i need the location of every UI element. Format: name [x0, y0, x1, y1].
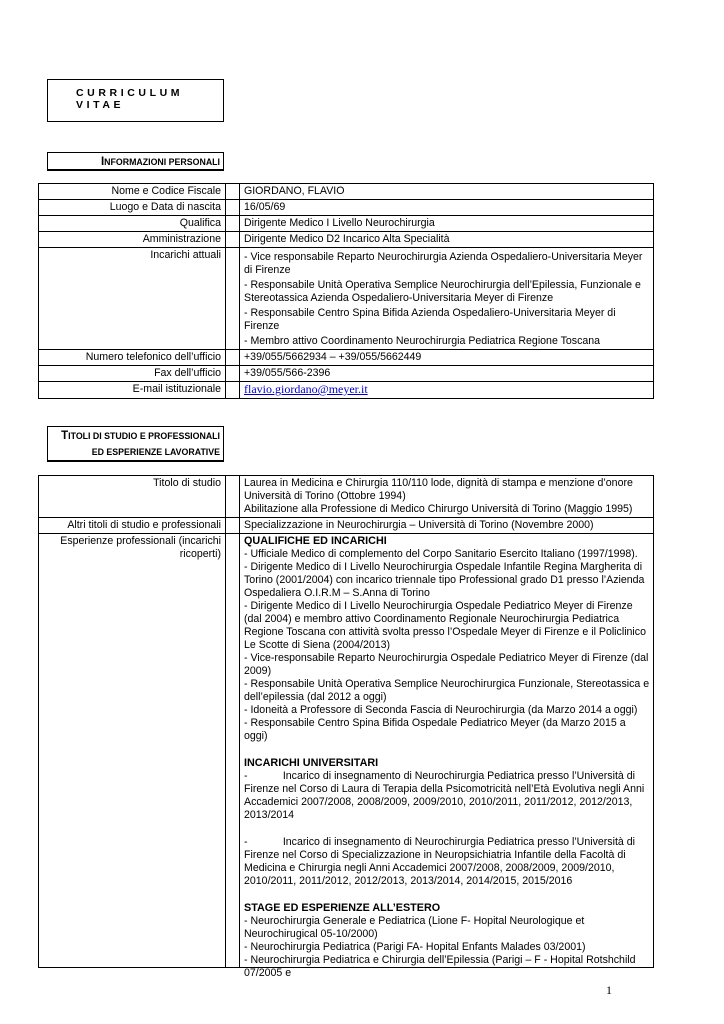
- field-value: [240, 476, 654, 518]
- spacer-cell: [226, 184, 240, 200]
- roles-list: [244, 251, 650, 348]
- table-row: [39, 232, 654, 248]
- table-row: [39, 350, 654, 366]
- page-number: 1: [606, 983, 612, 997]
- field-label: Incarichi attuali: [39, 248, 226, 350]
- field-label: Nome e Codice Fiscale: [39, 184, 226, 200]
- spacer-cell: [226, 350, 240, 366]
- section-header-initial: I: [100, 156, 105, 168]
- list-item: - Responsabile Unità Operativa Semplice Neurochirurgia dell’Epilessia, Funzionale e Stereotassica Azienda Ospedaliero-Universitaria Meyer di Firenze: [244, 279, 641, 304]
- table-row: [39, 366, 654, 382]
- spacer-cell: [226, 200, 240, 216]
- field-label: Titolo di studio: [39, 476, 226, 518]
- table-row: [39, 382, 654, 399]
- cv-title: CURRICULUM VITAE: [76, 87, 184, 111]
- study-line: Abilitazione alla Professione di Medico Chirurgo Università di Torino (Maggio 1995): [244, 503, 633, 515]
- list-item: - Membro attivo Coordinamento Neurochirurgia Pediatrica Regione Toscana: [244, 335, 601, 347]
- spacer: [244, 888, 650, 902]
- field-label: Amministrazione: [39, 232, 226, 248]
- qualifications-heading: QUALIFICHE ED INCARICHI: [244, 535, 387, 547]
- list-item: - Neurochirurgia Generale e Pediatrica (Lione F- Hopital Neurologique et Neurochirugical 05-10/2000): [244, 915, 585, 940]
- field-value: [240, 248, 654, 350]
- table-row: [39, 534, 654, 968]
- field-value: Specializzazione in Neurochirurgia – Università di Torino (Novembre 2000): [240, 518, 654, 534]
- table-row: [39, 518, 654, 534]
- spacer-cell: [226, 366, 240, 382]
- cv-title-box: [47, 79, 224, 122]
- spacer: [244, 743, 650, 757]
- field-value: +39/055/566-2396: [240, 366, 654, 382]
- list-item: - Vice-responsabile Reparto Neurochirurgia Ospedale Pediatrico Meyer di Firenze (dal 2009): [244, 652, 649, 677]
- field-value: [240, 534, 654, 979]
- field-value: Dirigente Medico I Livello Neurochirurgia: [240, 216, 654, 232]
- spacer-cell: [226, 232, 240, 248]
- spacer-cell: [226, 534, 240, 968]
- list-item: - Neurochirurgia Pediatrica (Parigi FA- Hopital Enfants Malades 03/2001): [244, 941, 586, 953]
- field-value: Dirigente Medico D2 Incarico Alta Specialità: [240, 232, 654, 248]
- spacer-cell: [226, 382, 240, 399]
- section-header-text: ITOLI DI STUDIO E PROFESSIONALI: [68, 431, 220, 441]
- spacer-cell: [226, 216, 240, 232]
- section-header-personal: [47, 152, 224, 171]
- spacer-cell: [226, 518, 240, 534]
- personal-info-table: [38, 183, 654, 399]
- stage-heading: STAGE ED ESPERIENZE ALL’ESTERO: [244, 902, 441, 914]
- field-value: [240, 382, 654, 399]
- section-header-text-line2: ED ESPERIENZE LAVORATIVE: [91, 447, 220, 457]
- table-row: [39, 216, 654, 232]
- field-label: Luogo e Data di nascita: [39, 200, 226, 216]
- list-item: - Vice responsabile Reparto Neurochirurgia Azienda Ospedaliero-Universitaria Meyer di Firenze: [244, 251, 643, 276]
- study-line: Università di Torino (Ottobre 1994): [244, 490, 406, 502]
- list-item: - Idoneità a Professore di Seconda Fascia di Neurochirurgia (da Marzo 2014 a oggi): [244, 704, 638, 716]
- table-row: [39, 248, 654, 350]
- field-value: 16/05/69: [240, 200, 654, 216]
- list-item: - Neurochirurgia Pediatrica e Chirurgia dell’Epilessia (Parigi – F - Hopital Rotshchild 07/2005 e: [244, 954, 636, 979]
- email-link[interactable]: flavio.giordano@meyer.it: [244, 382, 368, 396]
- list-item: - Incarico di insegnamento di Neurochirurgia Pediatrica presso l’Università di Firenze nel Corso di Specializzazione in Neuropsichiatria Infantile della Facoltà di Medicina e Chirurgia negli Anni Accademici 2007/2008, 2008/2009, 2009/2010, 2010/2011, 2011/2012, 2012/2013, 2013/2014, 2014/2015, 2015/2016: [244, 836, 638, 887]
- table-row: [39, 200, 654, 216]
- spacer: [244, 822, 650, 836]
- section-header-text: NFORMAZIONI PERSONALI: [104, 157, 220, 167]
- table-row: [39, 184, 654, 200]
- section-header-education: [47, 426, 224, 462]
- list-item: - Dirigente Medico di I Livello Neurochirurgia Ospedale Infantile Regina Margherita di Torino (2001/2004) con incarico triennale tipo Professional grado D1 presso l’Azienda Ospedaliera O.I.R.M – S.Anna di Torino: [244, 561, 645, 599]
- field-value: GIORDANO, FLAVIO: [240, 184, 654, 200]
- spacer-cell: [226, 476, 240, 518]
- section-header-initial: T: [61, 430, 69, 442]
- field-value: +39/055/5662934 – +39/055/5662449: [240, 350, 654, 366]
- field-label: Altri titoli di studio e professionali: [39, 518, 226, 534]
- study-line: Laurea in Medicina e Chirurgia 110/110 lode, dignità di stampa e menzione d’onore: [244, 477, 633, 489]
- spacer-cell: [226, 248, 240, 350]
- university-heading: INCARICHI UNIVERSITARI: [244, 757, 379, 769]
- list-item: - Responsabile Centro Spina Bifida Ospedale Pediatrico Meyer (da Marzo 2015 a oggi): [244, 717, 626, 742]
- table-row: [39, 476, 654, 518]
- list-item: - Incarico di insegnamento di Neurochirurgia Pediatrica presso l’Università di Firenze nel Corso di Laura di Terapia della Psicomotricità nell’Età Evolutiva negli Anni Accademici 2007/2008, 2008/2009, 2009/2010, 2010/2011, 2011/2012, 2012/2013, 2013/2014: [244, 770, 647, 821]
- field-label: E-mail istituzionale: [39, 382, 226, 399]
- list-item: - Dirigente Medico di I Livello Neurochirurgia Ospedale Pediatrico Meyer di Firenze (dal 2004) e membro attivo Coordinamento Regionale Neurochirurgia Pediatrica Regione Toscana con attività svolta presso l’Ospedale Meyer di Firenze e il Policlinico Le Scotte di Siena (2004/2013): [244, 600, 646, 651]
- list-item: - Responsabile Unità Operativa Semplice Neurochirurgica Funzionale, Stereotassica e dell’epilessia (dal 2012 a oggi): [244, 678, 650, 703]
- field-label: Numero telefonico dell’ufficio: [39, 350, 226, 366]
- field-label: Esperienze professionali (incarichi ricoperti): [39, 534, 226, 968]
- field-label: Fax dell’ufficio: [39, 366, 226, 382]
- list-item: - Ufficiale Medico di complemento del Corpo Sanitario Esercito Italiano (1997/1998).: [244, 548, 638, 560]
- field-label: Qualifica: [39, 216, 226, 232]
- education-table: [38, 475, 654, 979]
- list-item: - Responsabile Centro Spina Bifida Azienda Ospedaliero-Universitaria Meyer di Firenze: [244, 307, 616, 332]
